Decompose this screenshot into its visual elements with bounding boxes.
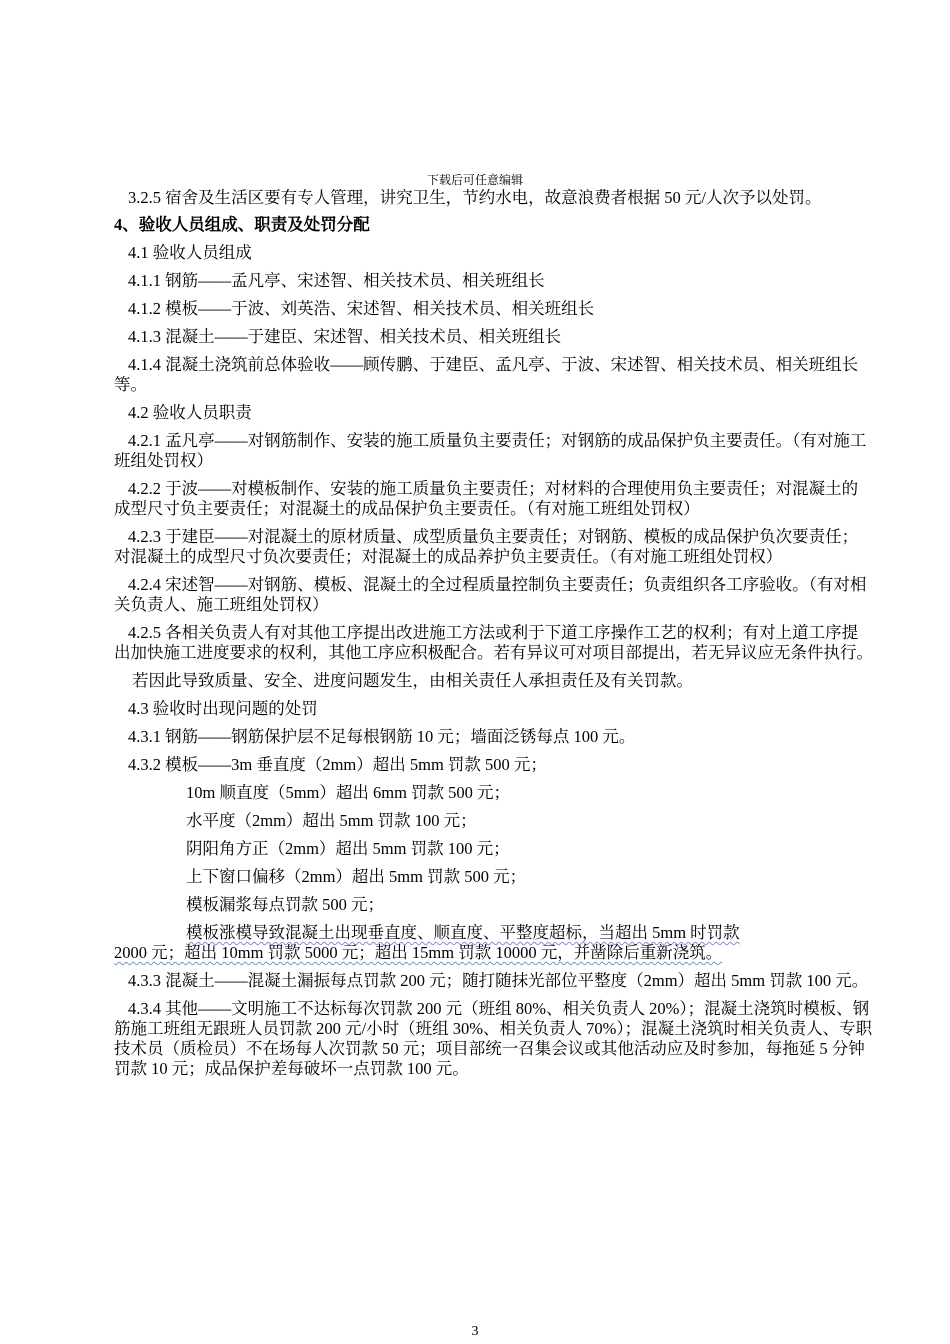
para-4-3-2-f-line2 bbox=[114, 943, 874, 963]
document-body bbox=[114, 188, 874, 1079]
para-4-3-1: 4.3.1 钢筋——钢筋保护层不足每根钢筋 10 元；墙面泛锈每点 100 元。 bbox=[128, 727, 636, 746]
para-4-1-1: 4.1.1 钢筋——孟凡亭、宋述智、相关技术员、相关班组长 bbox=[128, 271, 545, 290]
para-4-1-3: 4.1.3 混凝土——于建臣、宋述智、相关技术员、相关班组长 bbox=[128, 327, 562, 346]
para-4-2-2: 4.2.2 于波——对模板制作、安装的施工质量负主要责任；对材料的合理使用负主要责任；对混凝土的成型尺寸负主要责任；对混凝土的成品保护负主要责任。（有对施工班组处罚权） bbox=[114, 479, 859, 518]
para-4-3-3: 4.3.3 混凝土——混凝土漏振每点罚款 200 元；随打随抹光部位平整度（2mm）超出 5mm 罚款 100 元。 bbox=[128, 971, 869, 990]
para-4-3-2-f-line1-text: 模板涨模导致混凝土出现垂直度、顺直度、平整度超标，当超出 5mm 时罚款 bbox=[186, 923, 740, 942]
para-4-1-2: 4.1.2 模板——于波、刘英浩、宋述智、相关技术员、相关班组长 bbox=[128, 299, 595, 318]
para-4-1-4: 4.1.4 混凝土浇筑前总体验收——顾传鹏、于建臣、孟凡亭、于波、宋述智、相关技术员、相关班组长等。 bbox=[114, 355, 859, 394]
para-4-3-2-b: 水平度（2mm）超出 5mm 罚款 100 元； bbox=[186, 811, 477, 830]
para-4-1: 4.1 验收人员组成 bbox=[128, 243, 252, 262]
para-4-3-4: 4.3.4 其他——文明施工不达标每次罚款 200 元（班组 80%、相关负责人 20%）；混凝土浇筑时模板、钢筋施工班组无跟班人员罚款 200 元/小时（班组 30%、相关负责人 70%）；混凝土浇筑时相关负责人、专职技术员（质检员）不在场每人次罚款 50 元；项目部统一召集会议或其他活动应及时参加，每拖延 5 分钟罚款 10 元；成品保护差每破坏一点罚款 100 元。 bbox=[114, 999, 873, 1078]
page-number: 3 bbox=[471, 1324, 479, 1339]
para-4-3-2-f-line2-text: 2000 元；超出 10mm 罚款 5000 元；超出 15mm 罚款 10000 元，并凿除后重新浇筑。 bbox=[114, 943, 723, 962]
page-header-note: 下载后可任意编辑 bbox=[426, 173, 523, 187]
para-4-2: 4.2 验收人员职责 bbox=[128, 403, 252, 422]
para-4-2-1: 4.2.1 孟凡亭——对钢筋制作、安装的施工质量负主要责任；对钢筋的成品保护负主要责任。（有对施工班组处罚权） bbox=[114, 431, 867, 470]
para-cause: 若因此导致质量、安全、进度问题发生，由相关责任人承担责任及有关罚款。 bbox=[132, 671, 693, 690]
para-3-2-5: 3.2.5 宿舍及生活区要有专人管理，讲究卫生，节约水电，故意浪费者根据 50 元/人次予以处罚。 bbox=[128, 188, 822, 207]
para-4-3-2-e: 模板漏浆每点罚款 500 元； bbox=[186, 895, 384, 914]
para-4-3-2-d: 上下窗口偏移（2mm）超出 5mm 罚款 500 元； bbox=[186, 867, 527, 886]
para-4-3-2-a: 10m 顺直度（5mm）超出 6mm 罚款 500 元； bbox=[186, 783, 511, 802]
para-4-2-5: 4.2.5 各相关负责人有对其他工序提出改进施工方法或利于下道工序操作工艺的权利；有对上道工序提出加快施工进度要求的权利，其他工序应积极配合。若有异议可对项目部提出，若无异议应无条件执行。 bbox=[114, 623, 873, 662]
para-4-3: 4.3 验收时出现问题的处罚 bbox=[128, 699, 318, 718]
para-4-3-2: 4.3.2 模板——3m 垂直度（2mm）超出 5mm 罚款 500 元； bbox=[128, 755, 547, 774]
para-4-3-2-f-line1 bbox=[114, 923, 874, 943]
para-4-3-2-c: 阴阳角方正（2mm）超出 5mm 罚款 100 元； bbox=[186, 839, 510, 858]
section-heading-4: 4、验收人员组成、职责及处罚分配 bbox=[114, 215, 370, 234]
para-4-2-4: 4.2.4 宋述智——对钢筋、模板、混凝土的全过程质量控制负主要责任；负责组织各工序验收。（有对相关负责人、施工班组处罚权） bbox=[114, 575, 867, 614]
para-4-2-3: 4.2.3 于建臣——对混凝土的原材质量、成型质量负主要责任；对钢筋、模板的成品保护负次要责任；对混凝土的成型尺寸负次要责任；对混凝土的成品养护负主要责任。（有对施工班组处罚权） bbox=[114, 527, 859, 566]
